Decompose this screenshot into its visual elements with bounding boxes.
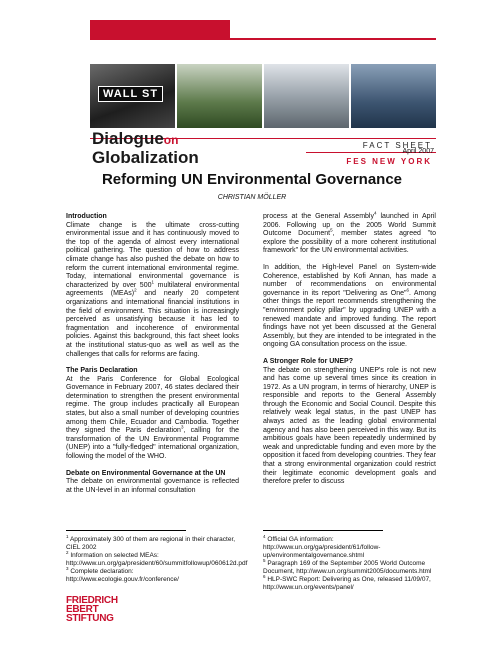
ga-paragraph: process at the General Assembly$^4$ launched in April 2006. Following up on the 2005 World Summit Outcome Document$^5$, member states agreed "to explore the possibility of a more coherent institutional framework" for the UN environmental activities. (263, 210, 436, 255)
footnote-1: $^1$ Approximately 300 of them are regional in their character, CIEL 2002 (66, 533, 236, 551)
footnotes-right (263, 533, 436, 592)
document-title: Reforming UN Environmental Governance (101, 171, 403, 188)
photo-building (264, 64, 349, 128)
masthead-rule (230, 38, 436, 40)
footnotes-left (66, 533, 248, 584)
footnote-3: $^3$ Complete declaration: http://www.ecologie.gouv.fr/conference/ (66, 565, 179, 583)
intro-paragraph: Climate change is the ultimate cross-cutting environmental issue and it has continuously moved to the top of the agenda of almost every international political gathering. The question of how to address climate change has also pushed the debate on how to reform the current international environmental regime. Today, international environmental governance is characterized by over $500^1$ multilateral environmental agreements (MEAs)$^2$ and nearly 20 competent organizations and international financial institutions in the field of environment. This situation is increasingly perceived as unsatisfying because it has led to fragmentation and incoherence of environmental policies. Against this background, this fact sheet looks at the institutional status-quo as well as well as the challenges that calls for reforms are facing. (66, 221, 240, 358)
paris-paragraph: At the Paris Conference for Global Ecological Governance in February 2007, 46 states declared their determination to strengthen the present environmental regime. The group includes practically all European states, but also a small number of developing countries among them Chile, Ecuador and Cambodia. Together they signed the Paris declaration$^3$, calling for the transformation of the UN Environmental Programme (UNEP) into a "fully-fledged" international organization, following the model of the WHO. (66, 375, 240, 461)
street-sign: WALL ST (98, 86, 163, 102)
fact-sheet-label: FACT SHEET (362, 141, 432, 150)
left-column (66, 213, 239, 503)
publication-date: April 2007 (402, 148, 434, 155)
unep-paragraph: The debate on strengthening UNEP's role is not new and has come up several times since its creation in 1972. As a UN program, in terms of hierarchy, UNEP is responsible and reports to the General Assembly through the Economic and Social Council. Despite this relatively weak legal status, in the past UNEP has always acted as the leading global environmental agency and has also been perceived in this way. But its ambitious goals have been repeatedly undermined by weak and unpredictable funding and even more by the opposition it faced from developing countries. They fear that a strong environmental organization could restrict their legitimate economic development goals and therefore prefer to discuss (263, 366, 436, 486)
footnote-6: $^6$ HLP-SWC Report: Delivering as One, released 11/09/07, http://www.un.org/events/panel/ (263, 573, 431, 591)
footnote-4: $^4$ Official GA information: http://www.un.org/ga/president/61/follow-up/environmentalgovernance.shtml (263, 533, 381, 559)
brand-on: on (163, 133, 179, 147)
heading-unep-role: A Stronger Role for UNEP? (263, 357, 353, 365)
footnote-rule-right (263, 530, 383, 531)
author-name: CHRISTIAN MÖLLER (217, 194, 287, 201)
masthead-red-block (90, 20, 230, 40)
footnote-2: $^2$ Information on selected MEAs: http://www.un.org/ga/president/60/summitfollowup/060612d.pdf (66, 549, 248, 567)
photo-strip (90, 64, 436, 128)
photo-farmers (177, 64, 262, 128)
footnote-5: $^5$ Paragraph 169 of the September 2005 World Outcome Document, http://www.un.org/summit2005/documents.html (263, 557, 432, 575)
footnote-rule-left (66, 530, 186, 531)
masthead (90, 20, 436, 167)
fes-newyork-label: FES NEW YORK (346, 157, 432, 166)
right-column (263, 210, 436, 495)
photo-industry (351, 64, 436, 128)
brand-title (92, 130, 199, 166)
brand-dialogue: Dialogue (92, 129, 164, 148)
fes-logo: FRIEDRICH EBERT STIFTUNG (66, 595, 118, 624)
debate-paragraph: The debate on environmental governance is reflected at the UN-level in an informal consultation (66, 478, 239, 494)
photo-wall-street (90, 64, 175, 128)
hlp-paragraph: In addition, the High-level Panel on System-wide Coherence, established by Kofi Annan, has made a number of recommendations on environmental governance in its report "Delivering as One"$^6$. Among other things the report recommends strengthening the "environment policy pillar" by upgrading UNEP with a renewed mandate and improved funding. The report findings have not yet been discussed at the General Assembly, but they are intended to be integrated in the ongoing GA consultation process on the issue. (263, 263, 436, 349)
heading-introduction: Introduction (66, 213, 107, 220)
heading-debate: Debate on Environmental Governance at the UN (66, 469, 226, 477)
brand-globalization: Globalization (92, 148, 199, 167)
heading-paris-declaration: The Paris Declaration (66, 367, 138, 375)
